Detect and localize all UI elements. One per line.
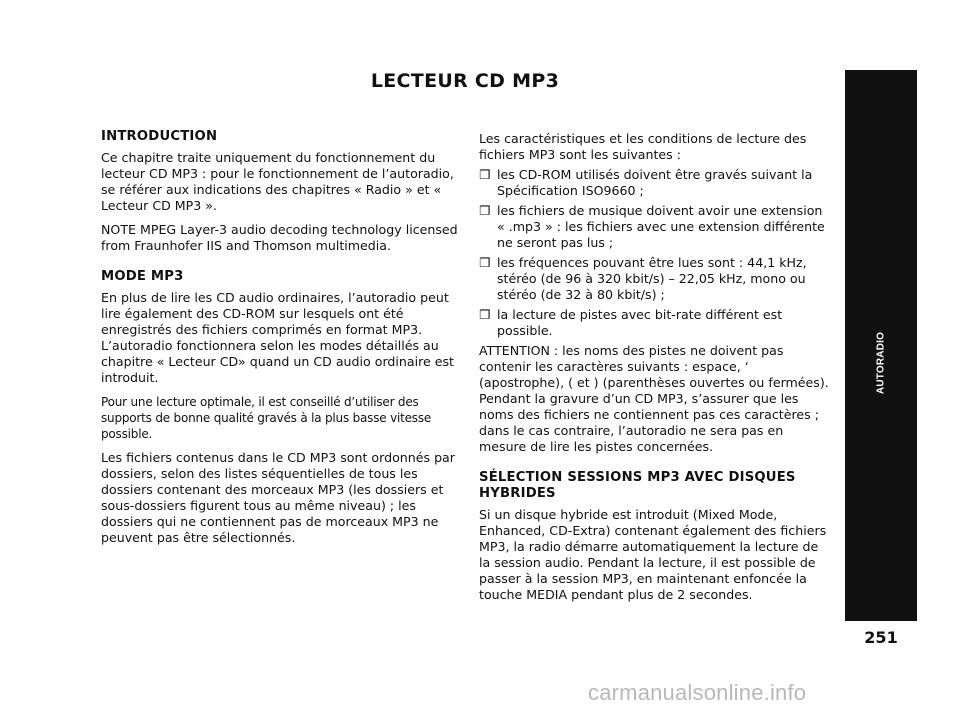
mode-mp3-paragraph: En plus de lire les CD audio ordinaires, l’autoradio peut lire également des CD-ROM sur lesquels ont été enregistrés des fichiers comprimés en format MP3. L’autoradio fonctionnera selon les modes détaillés au chapitre « Lecteur CD» quand un CD audio ordinaire est introduit. <box>101 290 454 385</box>
watermark: carmanualsonline.info <box>588 680 807 705</box>
optimal-reading-advice: Pour une lecture optimale, il est conseillé d’utiliser des supports de bonne qualité gravés à la plus basse vitesse possible. <box>101 395 432 441</box>
side-tab-label: AUTORADIO <box>875 331 887 395</box>
section-side-tab <box>845 70 917 621</box>
mpeg-license-note: NOTE MPEG Layer-3 audio decoding technology licensed from Fraunhofer IIS and Thomson multimedia. <box>101 222 458 253</box>
hybrid-sessions-paragraph: Si un disque hybride est introduit (Mixed Mode, Enhanced, CD-Extra) contenant également des fichiers MP3, la radio démarre automatiquement la lecture de la session audio. Pendant la lecture, il est possible de passer à la session MP3, en maintenant enfoncée la touche MEDIA pendant plus de 2 secondes. <box>479 507 827 602</box>
introduction-paragraph: Ce chapitre traite uniquement du fonctionnement du lecteur CD MP3 : pour le fonctionnement de l’autoradio, se référer aux indications des chapitres « Radio » et « Lecteur CD MP3 ». <box>101 150 454 213</box>
page-number: 251 <box>864 628 898 647</box>
mode-mp3-heading: MODE MP3 <box>101 269 184 284</box>
folder-organization-paragraph: Les fichiers contenus dans le CD MP3 sont ordonnés par dossiers, selon des listes séquentielles de tous les dossiers contenant des morceaux MP3 (les dossiers et sous-dossiers figurent tous au même niveau) ; les dossiers qui ne contiennent pas de morceaux MP3 ne peuvent pas être sélectionnés. <box>101 450 455 545</box>
list-item: ❒ les fichiers de musique doivent avoir une extension « .mp3 » : les fichiers avec une extension différente ne seront pas lus ; <box>479 203 825 250</box>
introduction-heading: INTRODUCTION <box>101 129 218 144</box>
list-item: ❒ les CD-ROM utilisés doivent être gravés suivant la Spécification ISO9660 ; <box>479 167 813 198</box>
conditions-list <box>479 167 833 339</box>
left-column <box>101 129 465 554</box>
hybrid-sessions-heading: SÉLECTION SESSIONS MP3 AVEC DISQUES HYBRIDES <box>479 470 796 501</box>
checkbox-bullet-icon: ❒ <box>479 167 491 182</box>
list-item: ❒ les fréquences pouvant être lues sont : 44,1 kHz, stéréo (de 96 à 320 kbit/s) – 22,05 kHz, mono ou stéréo (de 32 à 80 kbit/s) ; <box>479 255 807 302</box>
conditions-intro: Les caractéristiques et les conditions de lecture des fichiers MP3 sont les suivantes : <box>479 131 807 162</box>
list-item: ❒ la lecture de pistes avec bit-rate différent est possible. <box>479 307 783 338</box>
checkbox-bullet-icon: ❒ <box>479 307 491 322</box>
page-title: LECTEUR CD MP3 <box>370 70 560 92</box>
checkbox-bullet-icon: ❒ <box>479 203 491 218</box>
attention-paragraph: ATTENTION : les noms des pistes ne doivent pas contenir les caractères suivants : espace, ‘ (apostrophe), ( et ) (parenthèses ouvertes ou fermées). Pendant la gravure d’un CD MP3, s’assurer que les noms des fichiers ne contiennent pas ces caractères ; dans le cas contraire, l’autoradio ne sera pas en mesure de lire les pistes concernées. <box>479 343 829 454</box>
checkbox-bullet-icon: ❒ <box>479 255 491 270</box>
right-column <box>479 131 833 611</box>
